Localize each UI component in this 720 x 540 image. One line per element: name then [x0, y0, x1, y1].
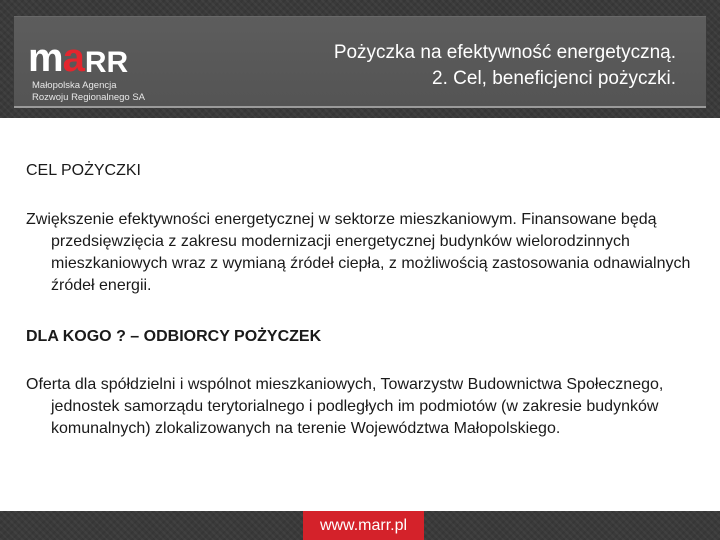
section-text-goal: Zwiększenie efektywności energetycznej w sektorze mieszkaniowym. Finansowane będą przedsięwzięcia z zakresu modernizacji energetycznej budynków wielorodzinnych mieszkaniowych wraz z wymianą źródeł ciepła, z możliwością zastosowania odnawialnych źródeł energii.: [26, 211, 691, 294]
slide-title-line2: 2. Cel, beneficjenci pożyczki.: [432, 68, 676, 89]
logo-letters-rr: RR: [84, 46, 129, 79]
slide-content: [26, 160, 700, 440]
marr-logo: [14, 26, 144, 106]
logo-subtitle-line2: Rozwoju Regionalnego SA: [32, 92, 146, 103]
logo-wordmark: [28, 38, 128, 78]
logo-letter-m: m: [28, 36, 63, 80]
slide-title-line1: Pożyczka na efektywność energetyczną.: [333, 42, 676, 63]
section-heading-goal: CEL POŻYCZKI: [26, 162, 141, 179]
logo-letter-a: a: [62, 36, 84, 80]
footer-website-link[interactable]: www.marr.pl: [319, 517, 408, 534]
slide-title: [334, 40, 676, 92]
header-divider: [14, 106, 706, 108]
section-text-recipients: Oferta dla spółdzielni i wspólnot mieszkaniowych, Towarzystw Budownictwa Społecznego, jednostek samorządu terytorialnego i podległych im podmiotów (w zakresie budynków komunalnych) zlokalizowanych na terenie Województwa Małopolskiego.: [26, 376, 664, 437]
logo-subtitle-line1: Małopolska Agencja: [32, 80, 117, 91]
section-heading-recipients: DLA KOGO ? – ODBIORCY POŻYCZEK: [26, 328, 322, 345]
logo-subtitle: [32, 80, 145, 104]
